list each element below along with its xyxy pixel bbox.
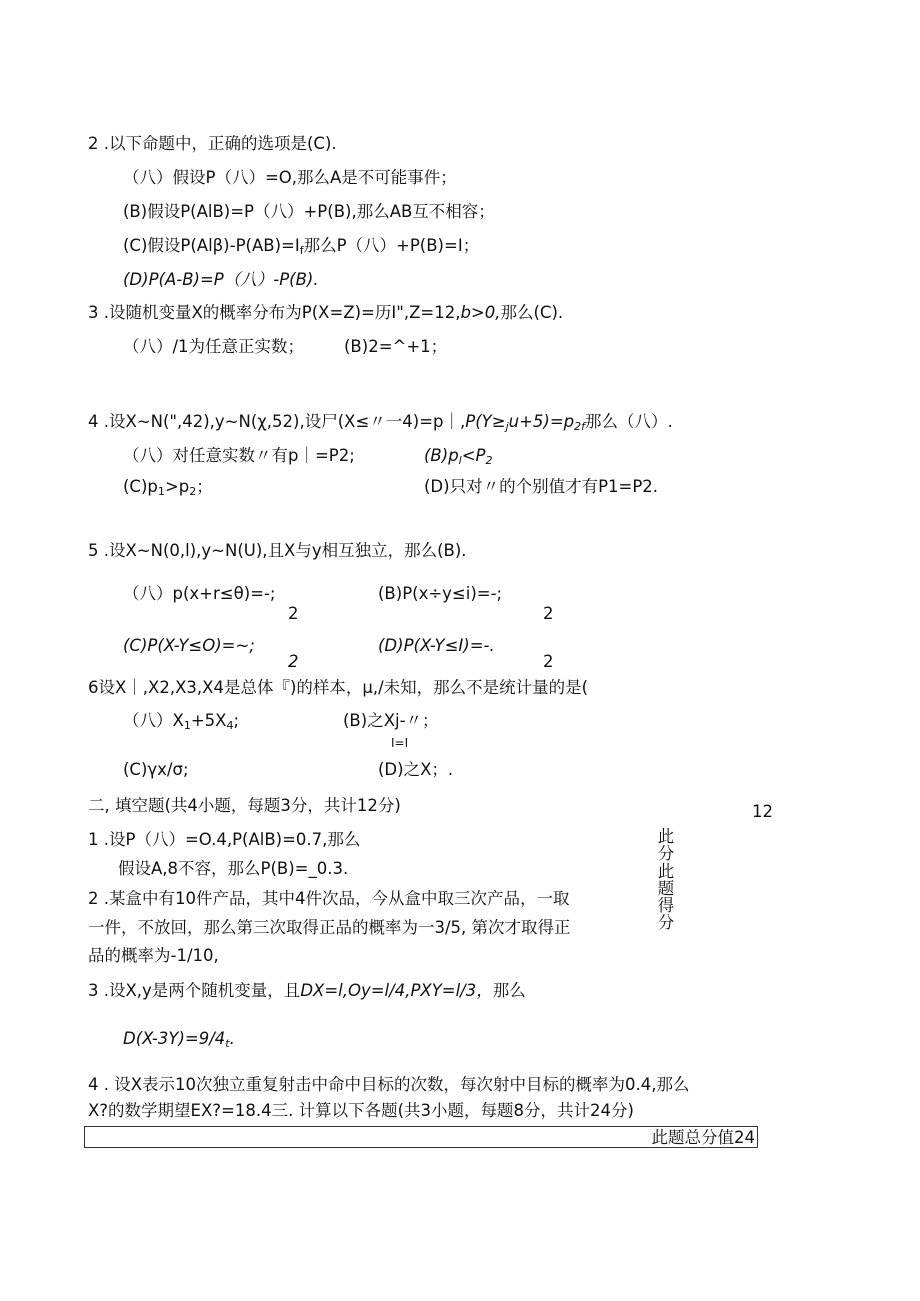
- q2-option-b: (B)假设P(AlB)=P（八）+P(B),那么AB互不相容；: [123, 202, 495, 221]
- q5-option-a: （八）p(x+r≤θ)=-;: [123, 584, 276, 603]
- f3-line2-text: D(X-3Y)=9/4: [123, 1029, 226, 1048]
- q2-option-c-text: (C)假设P(Alβ)-P(AB)=I: [123, 236, 300, 255]
- f3-line2: [123, 1029, 235, 1054]
- q2-option-a: （八）假设P（八）=O,那么A是不可能事件；: [123, 168, 457, 187]
- q6-option-a-pre: （八）X: [123, 711, 184, 730]
- q5-option-a-denominator: 2: [288, 604, 299, 623]
- f2-line2: 一件，不放回，那么第三次取得正品的概率为一3/5, 第次才取得正: [88, 918, 571, 937]
- q5-option-c: (C)P(X-Y≤O)=~;: [123, 636, 255, 655]
- q4-option-d: (D)只对〃的个别值才有P1=P2.: [424, 477, 659, 496]
- q6-option-a-end: ;: [233, 711, 240, 730]
- q2-option-c: [123, 236, 479, 261]
- q4-option-b: [424, 446, 493, 471]
- q4-stem-sub2: 2f: [574, 420, 586, 433]
- q4-stem-italic: P(Y≥: [465, 412, 506, 431]
- q4-stem-start: 4 .设X~N(",42),y~N(χ,52),设尸(X≤〃一4)=p｜,: [88, 412, 466, 431]
- q4-option-c: [123, 477, 213, 502]
- side-char: 此: [657, 861, 675, 881]
- f2-line3: 品的概率为-1/10,: [88, 946, 219, 965]
- q4-option-b-sub2: 2: [485, 454, 493, 467]
- q4-stem: [88, 412, 673, 437]
- side-char: 此: [657, 827, 675, 846]
- f3-line2-end: .: [229, 1029, 235, 1048]
- q4-option-c-pre: (C)p: [123, 477, 158, 496]
- q3-stem-italic: b>0,: [460, 303, 501, 322]
- f1-line1: 1 .设P（八）=O.4,P(AlB)=0.7,那么: [88, 830, 361, 849]
- q4-option-b-mid: <P: [461, 446, 486, 465]
- q4-stem-end: 那么（八）.: [585, 412, 673, 431]
- score-box: [84, 1126, 758, 1148]
- q5-option-b-denominator: 2: [543, 604, 554, 623]
- side-char: 分: [657, 913, 675, 933]
- f3-line1-pre: 3 .设X,y是两个随机变量，且: [88, 981, 301, 1000]
- f1-line2: 假设A,8不容，那么P(B)=_0.3.: [118, 859, 349, 878]
- q6-option-a: [123, 711, 239, 736]
- q4-option-c-sub2: 2: [189, 485, 197, 498]
- q3-option-a: （八）/1为任意正实数；: [123, 337, 305, 356]
- q2-option-d: (D)P(A-B)=P（八）-P(B).: [123, 270, 319, 289]
- score-box-label: 此题总分值24: [651, 1128, 755, 1147]
- q2-option-c-tail: 那么P（八）+P(B)=I；: [303, 236, 480, 255]
- q5-option-b: (B)P(x÷y≤i)=-;: [378, 584, 503, 603]
- q6-option-d: (D)之X；.: [378, 760, 454, 779]
- q5-option-c-denominator: 2: [288, 652, 299, 671]
- page-number: 12: [752, 802, 773, 821]
- section2-heading: 二, 填空题(共4小题，每题3分，共计12分): [88, 796, 401, 815]
- q4-option-c-end: ；: [196, 477, 213, 496]
- q6-option-b: (B)之Xj-〃；: [343, 711, 439, 730]
- q3-option-b: (B)2=^+1；: [344, 337, 448, 356]
- q4-option-b-sub: l: [458, 454, 462, 467]
- q4-option-b-pre: (B)p: [424, 446, 459, 465]
- f3-line2-sub: t: [225, 1037, 230, 1050]
- q6-option-a-sub: 1: [183, 719, 191, 732]
- side-char: 题: [657, 878, 675, 898]
- score-side-label: [655, 828, 677, 932]
- q4-stem-italic2: u+5)=p: [508, 412, 575, 431]
- side-char: 得: [657, 896, 675, 916]
- q4-option-c-sub: 1: [157, 485, 165, 498]
- q3-stem-end: 那么(C).: [500, 303, 564, 322]
- q2-stem: 2 .以下命题中，正确的选项是(C).: [88, 134, 337, 153]
- q4-option-c-mid: >p: [164, 477, 190, 496]
- q3-stem: [88, 303, 563, 323]
- f3-line1-italic: DX=l,Oy=l/4,PXY=l/3，: [300, 981, 493, 1000]
- q6-stem: 6设X｜,X2,X3,X4是总体『)的样本，μ,/未知，那么不是统计量的是(: [88, 678, 589, 697]
- q6-option-c: (C)γx/σ;: [123, 760, 189, 779]
- q6-option-b-index: I=I: [391, 736, 409, 750]
- f3-line1-end: 那么: [492, 981, 526, 1000]
- q3-stem-start: 3 .设随机变量X的概率分布为P(X=Z)=历I",Z=12,: [88, 303, 461, 322]
- q5-stem: 5 .设X~N(0,l),y~N(U),且X与y相互独立，那么(B).: [88, 541, 467, 560]
- q4-option-a: （八）对任意实数〃有p｜=P2;: [123, 446, 355, 465]
- q2-option-c-sub: f: [299, 244, 304, 257]
- f3-line1: [88, 981, 526, 1001]
- q5-option-d-denominator: 2: [543, 652, 554, 671]
- q5-option-d: (D)P(X-Y≤I)=-.: [378, 636, 495, 655]
- side-char: 分: [657, 844, 675, 864]
- q6-option-a-sub2: 4: [226, 719, 234, 732]
- f2-line1: 2 .某盒中有10件产品，其中4件次品，今从盒中取三次产品，一取: [88, 889, 570, 908]
- q6-option-a-mid: +5X: [190, 711, 227, 730]
- q4-stem-sub: j: [505, 420, 509, 433]
- f4-line2: X?的数学期望EX?=18.4三. 计算以下各题(共3小题，每题8分，共计24分): [88, 1101, 634, 1120]
- f4-line1: 4 . 设X表示10次独立重复射击中命中目标的次数，每次射中目标的概率为0.4,那么: [88, 1075, 690, 1094]
